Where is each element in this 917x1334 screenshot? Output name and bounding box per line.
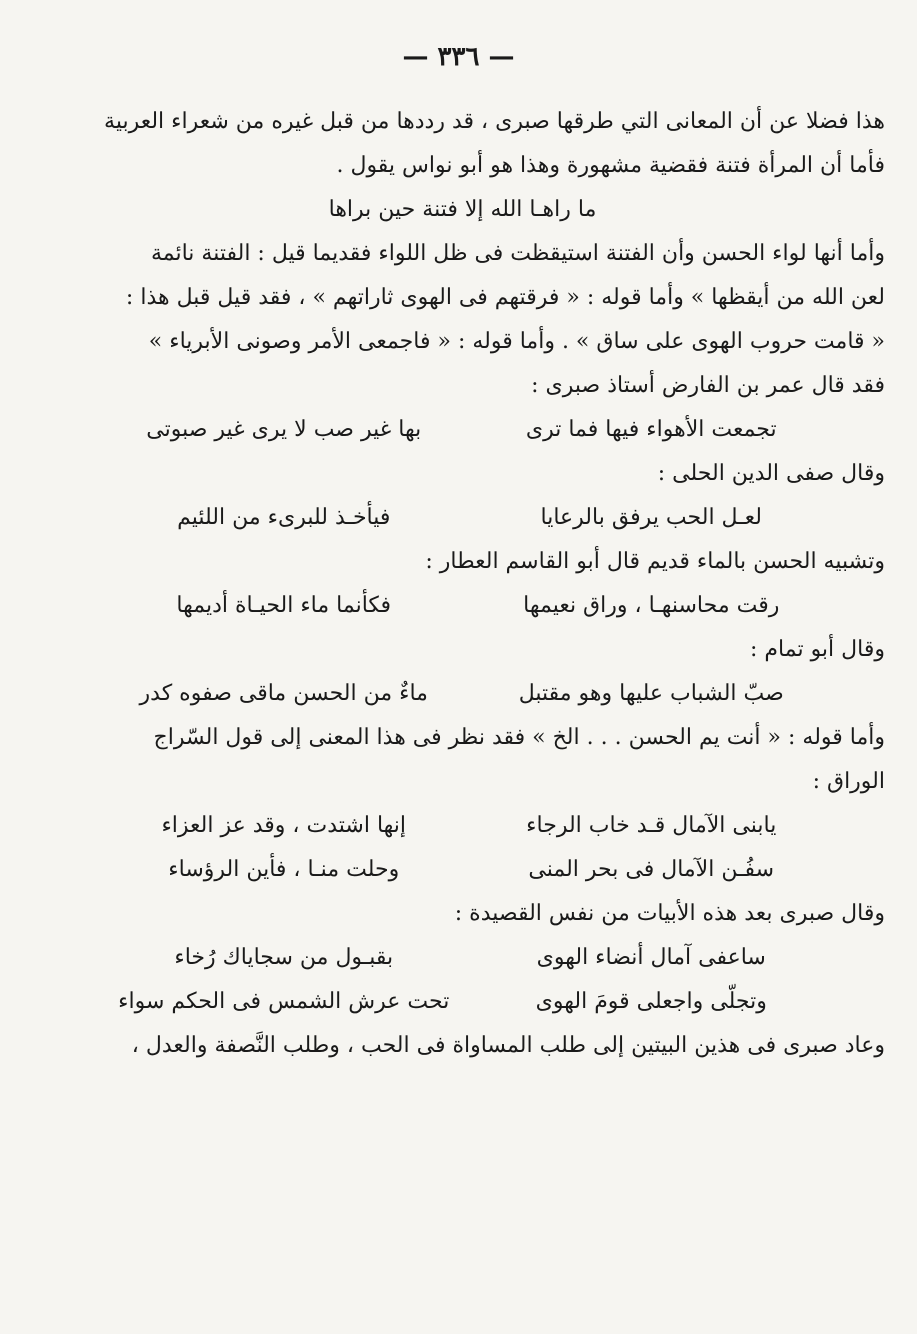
verse-second-hemistich: تحت عرش الشمس فى الحكم سواء [118,989,450,1014]
verse-first-hemistich: سفُـن الآمال فى بحر المنى [528,857,775,882]
text-line: وقال صبرى بعد هذه الأبيات من نفس القصيدة : [454,901,885,926]
page-number: — ٣٣٦ — [402,42,515,72]
text-line: وقال صفى الدين الحلى : [657,461,885,486]
text-line: وقال أبو تمام : [750,637,885,662]
text-line: وأما قوله : « أنت يم الحسن . . . الخ » فقد نظر فى هذا المعنى إلى قول السّراج [153,725,885,750]
text-line: فقد قال عمر بن الفارض أستاذ صبرى : [531,373,885,398]
poem-verse [40,848,885,892]
text-line: وتشبيه الحسن بالماء قديم قال أبو القاسم العطار : [425,549,885,574]
poem-verse [40,496,885,540]
verse-first-hemistich: رقت محاسنهـا ، وراق نعيمها [523,593,780,618]
text-line: وأما أنها لواء الحسن وأن الفتنة استيقظت فى ظل اللواء فقديما قيل : الفتنة نائمة [150,241,885,266]
verse-second-hemistich: وحلت منـا ، فأين الرؤساء [168,857,400,882]
verse-second-hemistich: إنها اشتدت ، وقد عز العزاء [161,813,407,838]
text-line: الوراق : [812,769,885,794]
verse-second-hemistich: فكأنما ماء الحيـاة أديمها [176,593,392,618]
verse-first-hemistich: ساعفى آمال أنضاء الهوى [536,945,766,970]
verse-first-hemistich: صبّ الشباب عليها وهو مقتبل [518,681,784,706]
poem-verse [40,672,885,716]
poem-verse [40,584,885,628]
poem-verse [40,936,885,980]
verse-second-hemistich: بها غير صب لا يرى غير صبوتى [146,417,422,442]
poem-verse [40,408,885,452]
verse-first-hemistich: تجمعت الأهواء فيها فما ترى [525,417,777,442]
text-line: لعن الله من أيقظها » وأما قوله : « فرقتهم فى الهوى ثاراتهم » ، فقد قيل قبل هذا : [125,285,885,310]
verse-second-hemistich: بقبـول من سجاياك رُخاء [174,945,394,970]
poem-verse: ما راهـا الله إلا فتنة حين براها [328,197,597,222]
verse-first-hemistich: وتجلّى واجعلى قومَ الهوى [535,989,767,1014]
poem-verse [40,980,885,1024]
text-line: وعاد صبرى فى هذين البيتين إلى طلب المساواة فى الحب ، وطلب النَّصفة والعدل ، [131,1033,885,1058]
verse-second-hemistich: ماءٌ من الحسن ماقى صفوه كدر [139,681,428,706]
text-line: فأما أن المرأة فتنة فقضية مشهورة وهذا هو أبو نواس يقول . [336,153,885,178]
poem-verse [40,804,885,848]
verse-first-hemistich: يابنى الآمال قـد خاب الرجاء [526,813,777,838]
text-line: « قامت حروب الهوى على ساق » . وأما قوله : « فاجمعى الأمر وصونى الأبرياء » [148,329,885,354]
verse-first-hemistich: لعـل الحب يرفق بالرعايا [540,505,762,530]
page-text [40,100,885,1068]
text-line: هذا فضلا عن أن المعانى التي طرقها صبرى ، قد رددها من قبل غيره من شعراء العربية [104,109,885,134]
verse-second-hemistich: فيأخـذ للبرىء من اللئيم [177,505,391,530]
